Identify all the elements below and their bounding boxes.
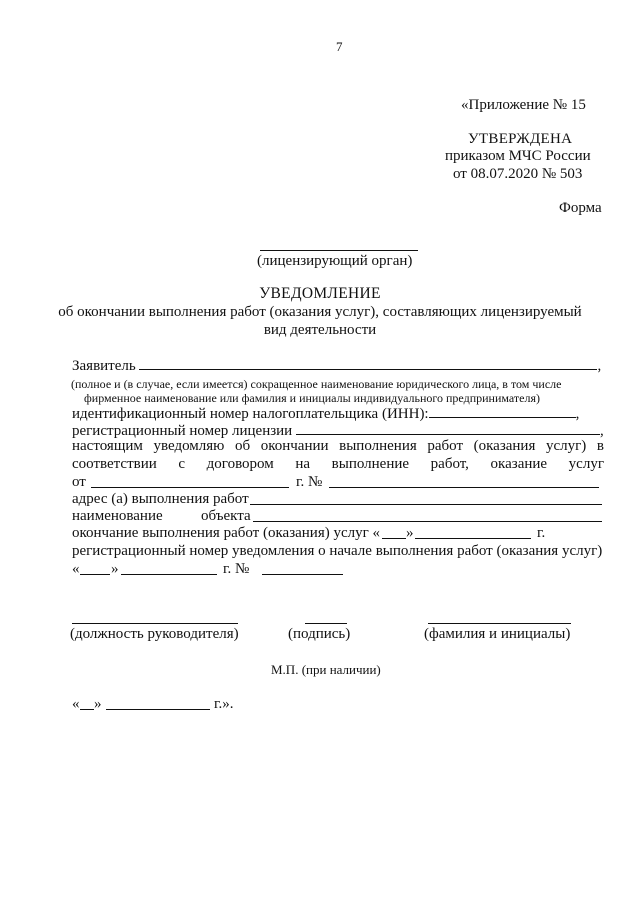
contract-word: на <box>295 456 311 472</box>
date-month-field[interactable] <box>106 709 210 710</box>
notify-word: (оказания <box>473 438 536 454</box>
contract-word: работ, <box>430 456 469 472</box>
authority-line <box>260 250 418 251</box>
reg-month-field[interactable] <box>121 574 217 575</box>
inn-row <box>72 405 579 423</box>
applicant-row <box>72 357 601 375</box>
inn-label: идентификационный номер налогоплательщика (ИНН): <box>72 406 429 422</box>
applicant-note-2: фирменное наименование или фамилия и инициалы индивидуального предпринимателя) <box>84 391 540 405</box>
notify-line <box>72 438 604 455</box>
contract-from-label: от <box>72 474 86 490</box>
completion-month-field[interactable] <box>415 538 531 539</box>
signature-caption: (подпись) <box>288 626 351 642</box>
date-suffix: г.». <box>214 696 234 712</box>
contract-number-field[interactable] <box>329 487 599 488</box>
position-line[interactable] <box>72 623 238 624</box>
applicant-label: Заявитель <box>72 358 136 374</box>
document-subtitle-1: об окончании выполнения работ (оказания услуг), составляющих лицензируемый <box>58 304 582 320</box>
contract-line <box>72 456 604 473</box>
order-line-1: приказом МЧС России <box>445 148 591 164</box>
notify-word: услуг) <box>545 438 587 454</box>
authority-caption: (лицензирующий орган) <box>257 253 413 269</box>
contract-word: оказание <box>490 456 548 472</box>
completion-day-field[interactable] <box>382 538 406 539</box>
applicant-note-1: (полное и (в случае, если имеется) сокращенное наименование юридического лица, в том числе <box>71 377 562 391</box>
reg-close-quote: » <box>111 561 119 577</box>
completion-year-suffix: г. <box>537 525 546 541</box>
contract-date-field[interactable] <box>91 487 289 488</box>
notify-word: выполнения <box>339 438 417 454</box>
notify-word: об <box>234 438 251 454</box>
name-caption: (фамилия и инициалы) <box>424 626 571 642</box>
name-line[interactable] <box>428 623 571 624</box>
reg-notice-label: регистрационный номер уведомления о начале выполнения работ (оказания услуг) <box>72 543 603 559</box>
notify-word: в <box>596 438 604 454</box>
completion-close-quote: » <box>406 525 414 541</box>
object-name-field[interactable] <box>253 521 602 522</box>
date-close-quote: » <box>94 696 102 712</box>
order-line-2: от 08.07.2020 № 503 <box>453 166 583 182</box>
inn-comma: , <box>575 406 580 422</box>
stamp-note: М.П. (при наличии) <box>271 662 381 677</box>
license-field[interactable] <box>296 422 600 435</box>
document-title: УВЕДОМЛЕНИЕ <box>259 285 381 302</box>
contract-word: договором <box>206 456 274 472</box>
contract-word: услуг <box>568 456 604 472</box>
signature-line[interactable] <box>305 623 347 624</box>
object-label-1: наименование <box>72 508 163 524</box>
object-label-2: объекта <box>201 508 251 524</box>
license-label: регистрационный номер лицензии <box>72 423 293 439</box>
address-label: адрес (а) выполнения работ <box>72 491 249 507</box>
notify-word: окончании <box>260 438 329 454</box>
address-field[interactable] <box>250 504 602 505</box>
applicant-comma: , <box>597 358 602 374</box>
position-caption: (должность руководителя) <box>70 626 239 642</box>
contract-word: выполнение <box>331 456 410 472</box>
notify-word: уведомляю <box>153 438 225 454</box>
contract-word: соответствии <box>72 456 157 472</box>
notify-word: работ <box>427 438 464 454</box>
date-day-field[interactable] <box>80 709 94 710</box>
inn-field[interactable] <box>429 405 576 418</box>
notify-word: настоящим <box>72 438 143 454</box>
contract-number-label: г. № <box>296 474 323 490</box>
completion-label: окончание выполнения работ (оказания) услуг « <box>72 525 381 541</box>
approved-label: УТВЕРЖДЕНА <box>468 131 573 147</box>
reg-day-field[interactable] <box>80 574 110 575</box>
date-open-quote: « <box>72 696 80 712</box>
reg-number-label: г. № <box>223 561 250 577</box>
license-comma: , <box>599 423 604 439</box>
page-number: 7 <box>336 39 343 54</box>
contract-word: с <box>178 456 186 472</box>
form-label: Форма <box>559 200 602 216</box>
reg-open-quote: « <box>72 561 80 577</box>
applicant-field[interactable] <box>139 357 597 370</box>
document-subtitle-2: вид деятельности <box>263 322 377 338</box>
reg-number-field[interactable] <box>262 574 343 575</box>
appendix-label: «Приложение № 15 <box>461 97 586 113</box>
